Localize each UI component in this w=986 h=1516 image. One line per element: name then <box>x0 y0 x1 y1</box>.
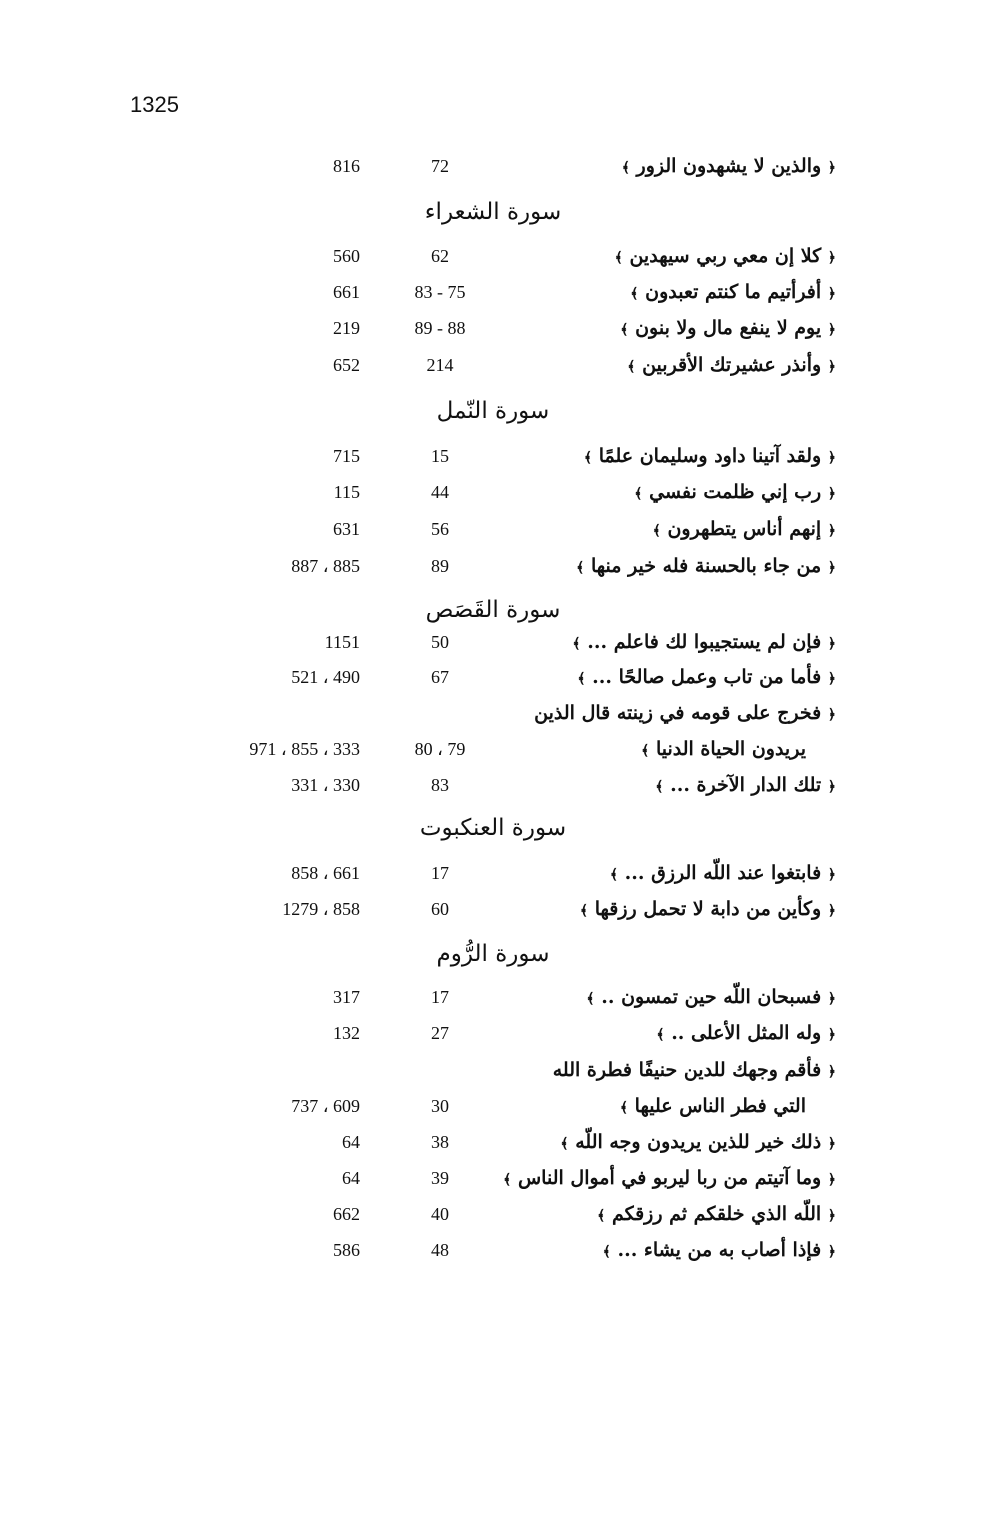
close-bracket-ornament: ﴾ <box>586 991 595 1007</box>
verse-words: كلا إن معي ربي سيهدين <box>629 245 822 267</box>
verse-words: فسبحان اللّه حين تمسون .. <box>601 986 822 1008</box>
close-bracket-ornament: ﴾ <box>577 671 586 687</box>
ayah-number: 56 <box>431 519 449 539</box>
open-bracket-ornament: ﴿ <box>827 486 836 502</box>
index-entry <box>0 1196 986 1232</box>
open-bracket-ornament: ﴿ <box>827 250 836 266</box>
open-bracket-ornament: ﴿ <box>827 779 836 795</box>
verse-words: وما آتيتم من ربا ليربو في أموال الناس <box>517 1167 822 1189</box>
verse-text <box>610 855 836 893</box>
open-bracket-ornament: ﴿ <box>827 560 836 576</box>
verse-text <box>634 474 836 512</box>
verse-text <box>560 1124 836 1162</box>
verse-words: فإذا أصاب به من يشاء ... <box>617 1239 822 1261</box>
index-entry <box>0 310 986 346</box>
page-references: 661 <box>333 282 360 302</box>
index-entry <box>0 767 986 803</box>
surah-heading: سورة النّمل <box>436 398 550 424</box>
verse-words: تلك الدار الآخرة ... <box>670 774 822 796</box>
index-entry <box>0 695 986 731</box>
close-bracket-ornament: ﴾ <box>641 743 650 759</box>
verse-words: فخرج على قومه في زينته قال الذين <box>534 702 822 724</box>
ayah-number: 50 <box>431 632 449 652</box>
open-bracket-ornament: ﴿ <box>827 160 836 176</box>
close-bracket-ornament: ﴾ <box>619 1100 629 1116</box>
close-bracket-ornament: ﴾ <box>503 1172 512 1188</box>
close-bracket-ornament: ﴾ <box>655 779 664 795</box>
open-bracket-ornament: ﴿ <box>827 1027 836 1043</box>
page-references: 64 <box>342 1168 360 1188</box>
verse-words: وله المثل الأعلى .. <box>671 1022 822 1044</box>
page-references: 115 <box>333 482 360 502</box>
open-bracket-ornament: ﴿ <box>827 1172 836 1188</box>
index-entry <box>0 891 986 927</box>
open-bracket-ornament: ﴿ <box>827 286 836 302</box>
page-references: 816 <box>333 156 360 176</box>
page-references: 715 <box>333 446 360 466</box>
index-entry <box>0 238 986 274</box>
verse-text <box>627 347 836 385</box>
index-entry <box>0 347 986 383</box>
close-bracket-ornament: ﴾ <box>656 1027 665 1043</box>
verse-text <box>656 1015 836 1053</box>
close-bracket-ornament: ﴾ <box>579 903 589 919</box>
page-references: 560 <box>333 246 360 266</box>
surah-heading: سورة الرُّوم <box>436 941 550 967</box>
index-entry <box>0 1015 986 1051</box>
ayah-number: 79 ، 80 <box>414 739 466 759</box>
page-references: 662 <box>333 1204 360 1224</box>
page-references: 132 <box>333 1023 360 1043</box>
ayah-number: 40 <box>431 1204 449 1224</box>
open-bracket-ornament: ﴿ <box>827 867 836 883</box>
close-bracket-ornament: ﴾ <box>627 359 636 375</box>
verse-words: ولقد آتينا داود وسليمان علمًا <box>598 445 822 467</box>
index-entry <box>0 474 986 510</box>
close-bracket-ornament: ﴾ <box>621 160 630 176</box>
ayah-number: 72 <box>431 156 449 176</box>
ayah-number: 214 <box>426 355 454 375</box>
open-bracket-ornament: ﴿ <box>827 707 836 723</box>
open-bracket-ornament: ﴿ <box>827 1208 836 1224</box>
verse-words: اللّه الذي خلقكم ثم رزقكم <box>611 1203 822 1225</box>
ayah-number: 38 <box>431 1132 449 1152</box>
ayah-number: 17 <box>431 863 449 883</box>
verse-text <box>584 438 836 476</box>
verse-words: يوم لا ينفع مال ولا بنون <box>635 317 822 339</box>
ayah-number: 88 - 89 <box>414 318 466 338</box>
ayah-number: 60 <box>431 899 449 919</box>
ayah-number: 30 <box>431 1096 449 1116</box>
close-bracket-ornament: ﴾ <box>583 450 593 466</box>
verse-text <box>580 891 836 929</box>
open-bracket-ornament: ﴿ <box>827 991 836 1007</box>
verse-words: فأما من تاب وعمل صالحًا ... <box>592 666 822 688</box>
close-bracket-ornament: ﴾ <box>560 1136 569 1152</box>
index-entry <box>0 1160 986 1196</box>
page-references: 330 ، 331 <box>291 775 360 795</box>
verse-words: أفرأتيم ما كنتم تعبدون <box>645 281 822 303</box>
verse-words: رب إني ظلمت نفسي <box>649 481 822 503</box>
page-references: 652 <box>333 355 360 375</box>
close-bracket-ornament: ﴾ <box>572 636 581 652</box>
verse-text <box>630 274 836 312</box>
index-entry-continuation <box>0 1088 986 1124</box>
index-entry <box>0 855 986 891</box>
page-references: 1151 <box>324 632 360 652</box>
surah-heading: سورة القَصَص <box>425 597 561 623</box>
verse-words: وأنذر عشيرتك الأقربين <box>642 354 822 376</box>
page-number: 1325 <box>130 92 179 117</box>
index-entry <box>0 148 986 184</box>
index-entry <box>0 1124 986 1160</box>
verse-words: من جاء بالحسنة فله خير منها <box>591 555 822 577</box>
page-references: 490 ، 521 <box>291 667 360 687</box>
verse-text <box>572 624 836 662</box>
verse-text <box>620 310 836 348</box>
verse-text <box>641 731 806 769</box>
close-bracket-ornament: ﴾ <box>576 560 585 576</box>
page-references: 317 <box>333 987 360 1007</box>
verse-words: والذين لا يشهدون الزور <box>636 155 822 177</box>
verse-text <box>553 1052 836 1090</box>
verse-words: فابتغوا عند اللّه الرزق ... <box>624 862 822 884</box>
page-references: 885 ، 887 <box>291 556 360 576</box>
ayah-number: 39 <box>431 1168 449 1188</box>
index-entry <box>0 659 986 695</box>
index-entry <box>0 1052 986 1088</box>
page-references: 219 <box>333 318 360 338</box>
open-bracket-ornament: ﴿ <box>827 523 836 539</box>
ayah-number: 44 <box>431 482 449 502</box>
verse-text <box>615 238 836 276</box>
page-references: 64 <box>342 1132 360 1152</box>
ayah-number: 27 <box>431 1023 449 1043</box>
open-bracket-ornament: ﴿ <box>827 1244 836 1260</box>
ayah-number: 17 <box>431 987 449 1007</box>
ayah-number: 75 - 83 <box>414 282 466 302</box>
index-entry <box>0 979 986 1015</box>
close-bracket-ornament: ﴾ <box>597 1208 606 1224</box>
verse-text <box>503 1160 836 1198</box>
page-references: 586 <box>333 1240 360 1260</box>
open-bracket-ornament: ﴿ <box>827 359 836 375</box>
close-bracket-ornament: ﴾ <box>634 486 643 502</box>
verse-text <box>534 695 836 733</box>
page-references: 661 ، 858 <box>291 863 360 883</box>
ayah-number: 62 <box>431 246 449 266</box>
open-bracket-ornament: ﴿ <box>827 1064 836 1080</box>
close-bracket-ornament: ﴾ <box>614 250 623 266</box>
open-bracket-ornament: ﴿ <box>827 636 836 652</box>
index-entry <box>0 438 986 474</box>
verse-text <box>622 148 836 186</box>
ayah-number: 48 <box>431 1240 449 1260</box>
page-references: 858 ، 1279 <box>282 899 360 919</box>
page-references: 631 <box>333 519 360 539</box>
ayah-number: 83 <box>431 775 449 795</box>
verse-text <box>655 767 836 805</box>
verse-text <box>620 1088 806 1126</box>
index-entry <box>0 624 986 660</box>
close-bracket-ornament: ﴾ <box>630 286 639 302</box>
verse-text <box>586 979 836 1017</box>
verse-text <box>653 511 836 549</box>
index-entry-continuation <box>0 731 986 767</box>
open-bracket-ornament: ﴿ <box>827 322 836 338</box>
verse-text <box>576 548 836 586</box>
open-bracket-ornament: ﴿ <box>827 671 836 687</box>
close-bracket-ornament: ﴾ <box>620 322 629 338</box>
ayah-number: 15 <box>431 446 449 466</box>
surah-heading: سورة الشعراء <box>424 199 562 225</box>
verse-words: التي فطر الناس عليها <box>634 1095 806 1117</box>
verse-words: فأقم وجهك للدين حنيفًا فطرة الله <box>552 1059 822 1081</box>
ayah-number: 67 <box>431 667 449 687</box>
page-references: 609 ، 737 <box>291 1096 360 1116</box>
close-bracket-ornament: ﴾ <box>609 867 619 883</box>
verse-words: يريدون الحياة الدنيا <box>655 738 806 760</box>
open-bracket-ornament: ﴿ <box>827 450 836 466</box>
verse-words: ذلك خير للذين يريدون وجه اللّه <box>575 1131 822 1153</box>
index-entry <box>0 1232 986 1268</box>
verse-words: فإن لم يستجيبوا لك فاعلم ... <box>587 631 822 653</box>
open-bracket-ornament: ﴿ <box>827 1136 836 1152</box>
page-references: 333 ، 855 ، 971 <box>249 739 360 759</box>
verse-text <box>577 659 836 697</box>
verse-words: وكأين من دابة لا تحمل رزقها <box>594 898 822 920</box>
index-entry <box>0 548 986 584</box>
close-bracket-ornament: ﴾ <box>652 523 661 539</box>
surah-heading: سورة العنكبوت <box>419 815 567 841</box>
verse-text <box>603 1232 836 1270</box>
open-bracket-ornament: ﴿ <box>827 903 836 919</box>
verse-text <box>597 1196 836 1234</box>
index-entry <box>0 274 986 310</box>
verse-words: إنهم أناس يتطهرون <box>667 518 822 540</box>
index-entry <box>0 511 986 547</box>
close-bracket-ornament: ﴾ <box>602 1244 611 1260</box>
ayah-number: 89 <box>431 556 449 576</box>
